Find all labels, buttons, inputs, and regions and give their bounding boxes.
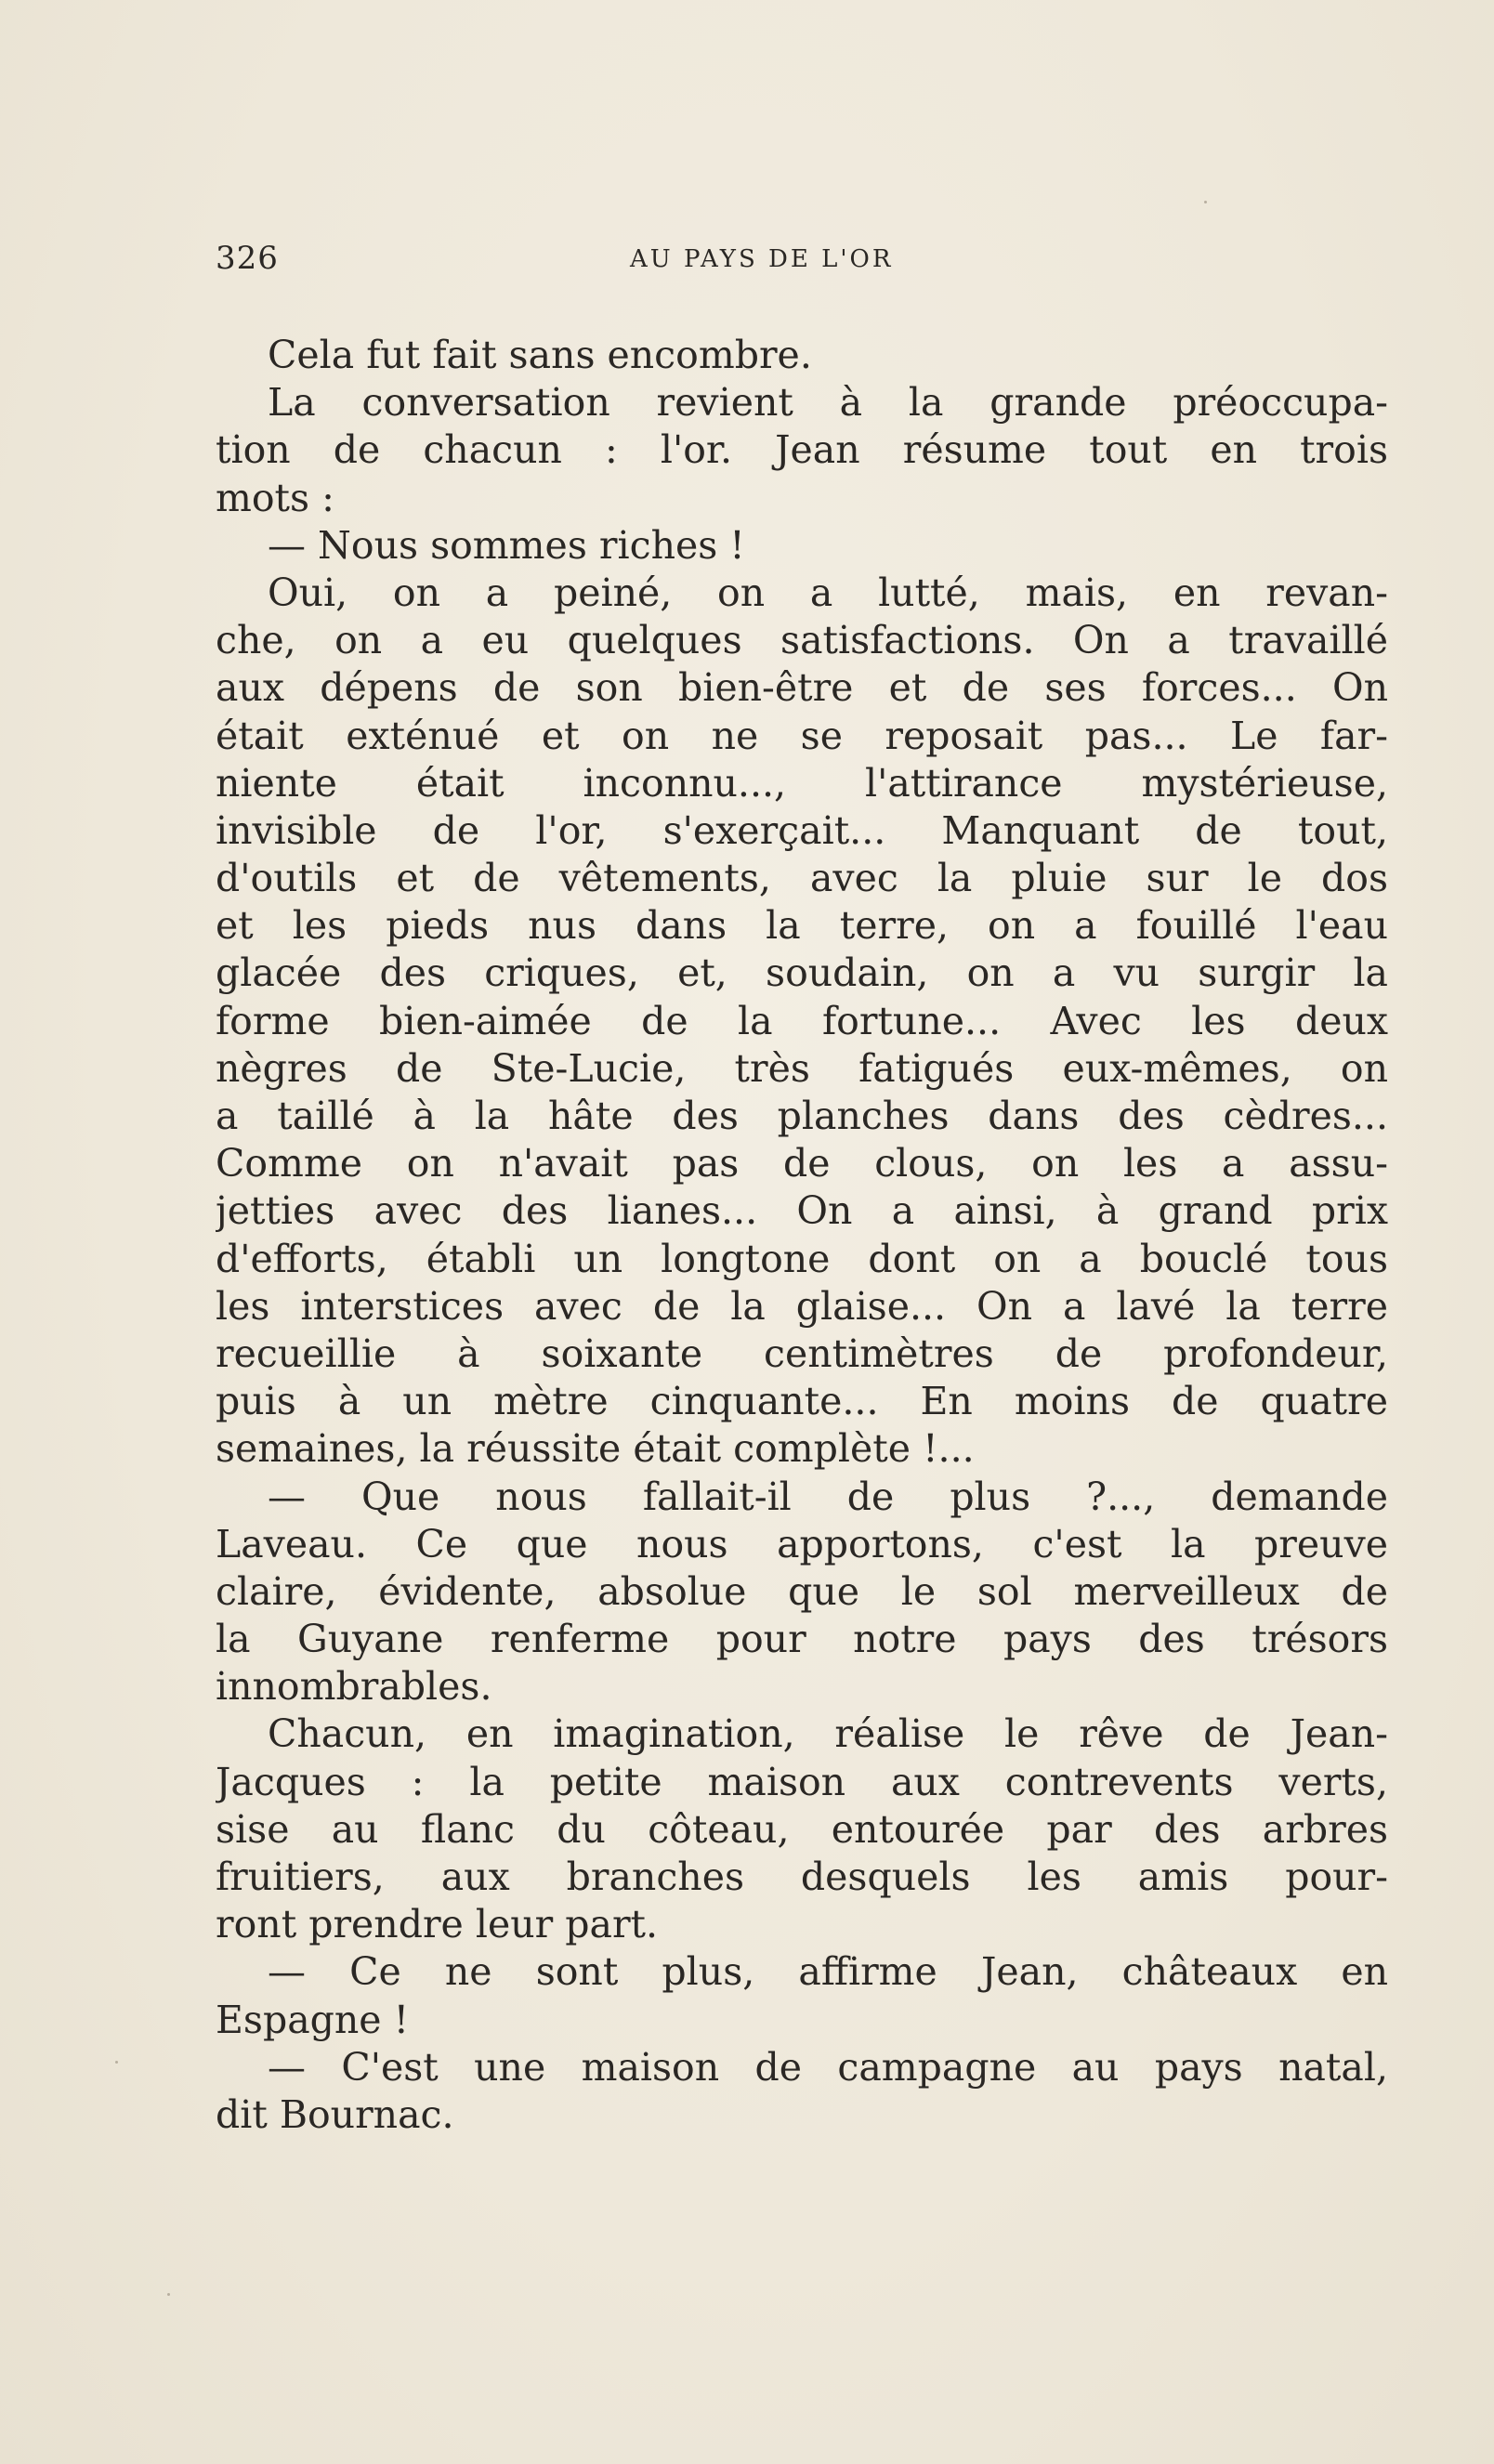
- text-line: tion de chacun : l'or. Jean résume tout en trois: [216, 427, 1388, 473]
- text-line: Cela fut fait sans encombre.: [268, 333, 812, 377]
- text-line: jetties avec des lianes... On a ainsi, à grand prix: [216, 1188, 1388, 1234]
- text-line: — C'est une maison de campagne au pays natal,: [268, 2044, 1388, 2090]
- text-line: et les pieds nus dans la terre, on a fouillé l'eau: [216, 903, 1388, 949]
- text-line: — Que nous fallait-il de plus ?..., demande: [268, 1474, 1388, 1519]
- page-header: [216, 240, 1386, 286]
- text-line: Espagne !: [216, 1997, 410, 2042]
- text-line: dit Bournac.: [216, 2091, 454, 2137]
- text-line: niente était inconnu..., l'attirance mystérieuse,: [216, 760, 1388, 806]
- text-line: — Ce ne sont plus, affirme Jean, châteaux en: [268, 1949, 1388, 1995]
- text-line: d'outils et de vêtements, avec la pluie sur le dos: [216, 856, 1388, 901]
- text-line: claire, évidente, absolue que le sol merveilleux de: [216, 1568, 1388, 1614]
- running-title: AU PAYS DE L'OR: [630, 245, 894, 273]
- text-line: recueillie à soixante centimètres de profondeur,: [216, 1330, 1388, 1376]
- paper-speck: [1204, 201, 1207, 203]
- text-line: d'efforts, établi un longtone dont on a bouclé tous: [216, 1236, 1388, 1281]
- paper-speck: [115, 2061, 118, 2064]
- text-line: Comme on n'avait pas de clous, on les a assu-: [216, 1141, 1388, 1186]
- text-line: Jacques : la petite maison aux contrevents verts,: [216, 1759, 1388, 1804]
- page-number: 326: [216, 240, 279, 277]
- text-line: aux dépens de son bien-être et de ses forces... On: [216, 665, 1388, 711]
- text-line: la Guyane renferme pour notre pays des trésors: [216, 1617, 1388, 1662]
- text-line: fruitiers, aux branches desquels les amis pour-: [216, 1855, 1388, 1899]
- text-line: sise au flanc du côteau, entourée par des arbres: [216, 1806, 1388, 1852]
- text-line: invisible de l'or, s'exerçait... Manquant de tout,: [216, 807, 1388, 853]
- text-line: Oui, on a peiné, on a lutté, mais, en revan-: [268, 570, 1388, 615]
- text-line: ront prendre leur part.: [216, 1902, 659, 1947]
- text-line: a taillé à la hâte des planches dans des cèdres...: [216, 1094, 1388, 1138]
- body-text: [216, 332, 1388, 2139]
- text-line: che, on a eu quelques satisfactions. On a travaillé: [216, 618, 1388, 663]
- paper-speck: [167, 2293, 170, 2296]
- text-line: mots :: [216, 475, 334, 520]
- text-line: innombrables.: [216, 1664, 492, 1710]
- text-line: — Nous sommes riches !: [268, 522, 745, 568]
- text-line: La conversation revient à la grande préoccupa-: [268, 380, 1388, 426]
- text-line: Chacun, en imagination, réalise le rêve de Jean-: [268, 1711, 1388, 1757]
- text-line: les interstices avec de la glaise... On a lavé la terre: [216, 1283, 1388, 1329]
- text-line: forme bien-aimée de la fortune... Avec les deux: [216, 998, 1388, 1043]
- text-line: nègres de Ste-Lucie, très fatigués eux-mêmes, on: [216, 1045, 1388, 1091]
- text-line: Laveau. Ce que nous apportons, c'est la preuve: [216, 1521, 1388, 1566]
- text-line: était exténué et on ne se reposait pas... Le far-: [216, 713, 1388, 758]
- text-line: semaines, la réussite était complète !...: [216, 1426, 975, 1472]
- text-line: glacée des criques, et, soudain, on a vu surgir la: [216, 950, 1388, 996]
- text-line: puis à un mètre cinquante... En moins de quatre: [216, 1379, 1388, 1424]
